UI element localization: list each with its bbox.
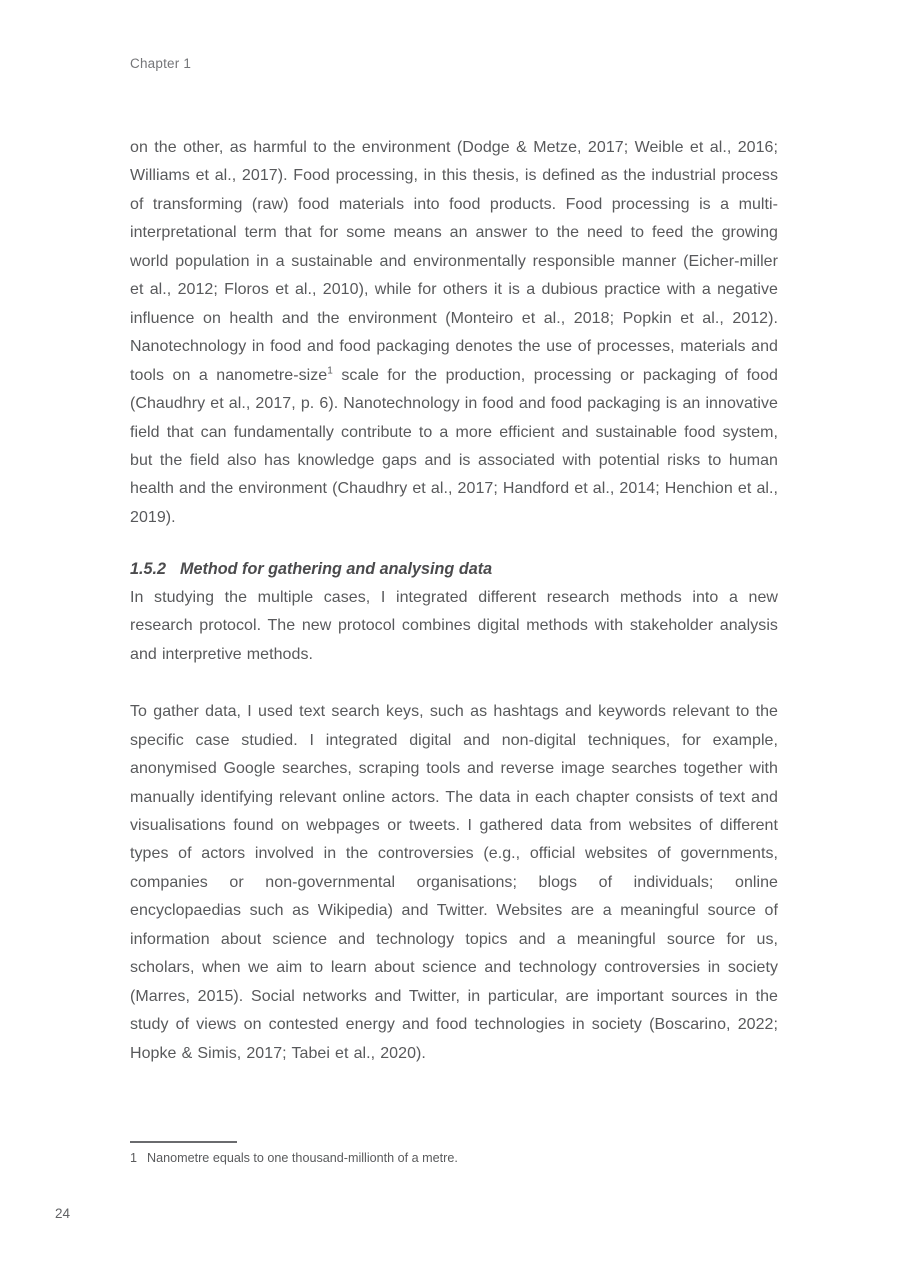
body-paragraph-3: To gather data, I used text search keys, such as hashtags and keywords relevant to the specific case studied. I integrated digital and non-digital techniques, for example, anonymised Google searches, scraping tools and reverse image searches together with manually identifying relevant online actors. The data in each chapter consists of text and visualisations found on webpages or tweets. I gathered data from websites of different types of actors involved in the controversies (e.g., official websites of governments, companies or non-governmental organisations; blogs of individuals; online encyclopaedias such as Wikipedia) and Twitter. Websites are a meaningful source of information about science and technology topics and a meaningful source for us, scholars, when we aim to learn about science and technology controversies in society (Marres, 2015). Social networks and Twitter, in particular, are important sources in the study of views on contested energy and food technologies in society (Boscarino, 2022; Hopke & Simis, 2017; Tabei et al., 2020).: [130, 703, 778, 1062]
paragraph-1-text-after: scale for the production, processing or packaging of food (Chaudhry et al., 2017, p. 6). Nanotechnology in food and food packaging is an innovative field that can fundamentally contribute to a more efficient and sustainable food system, but the field also has knowledge gaps and is associated with potential risks to human health and the environment (Chaudhry et al., 2017; Handford et al., 2014; Henchion et al., 2019).: [130, 366, 778, 526]
footnote-reference: 1: [327, 365, 333, 377]
footnote: [130, 1150, 778, 1167]
section-number: 1.5.2: [130, 560, 167, 579]
chapter-label: Chapter 1: [130, 56, 192, 71]
section-title: Method for gathering and analysing data: [180, 560, 493, 579]
body-paragraph-2: In studying the multiple cases, I integrated different research methods into a new research protocol. The new protocol combines digital methods with stakeholder analysis and interpretive methods.: [130, 588, 778, 663]
footnote-block: [130, 1141, 778, 1167]
footnote-marker: 1: [130, 1151, 138, 1165]
section-heading: [130, 555, 778, 583]
paragraph-1-text-before: on the other, as harmful to the environment (Dodge & Metze, 2017; Weible et al., 2016; Williams et al., 2017). Food processing, in this thesis, is defined as the industrial process of transforming (raw) food materials into food products. Food processing is a multi-interpretational term that for some means an answer to the need to feed the growing world population in a sustainable and environmentally responsible manner (Eicher-miller et al., 2012; Floros et al., 2010), while for others it is a dubious practice with a negative influence on health and the environment (Monteiro et al., 2018; Popkin et al., 2012). Nanotechnology in food and food packaging denotes the use of processes, materials and tools on a nanometre-size: [130, 139, 778, 384]
footnote-text: Nanometre equals to one thousand-millionth of a metre.: [147, 1151, 458, 1165]
page-content: [130, 134, 778, 1068]
page-number: 24: [55, 1206, 71, 1221]
footnote-divider: [130, 1141, 237, 1143]
body-paragraph-1: [130, 134, 778, 532]
